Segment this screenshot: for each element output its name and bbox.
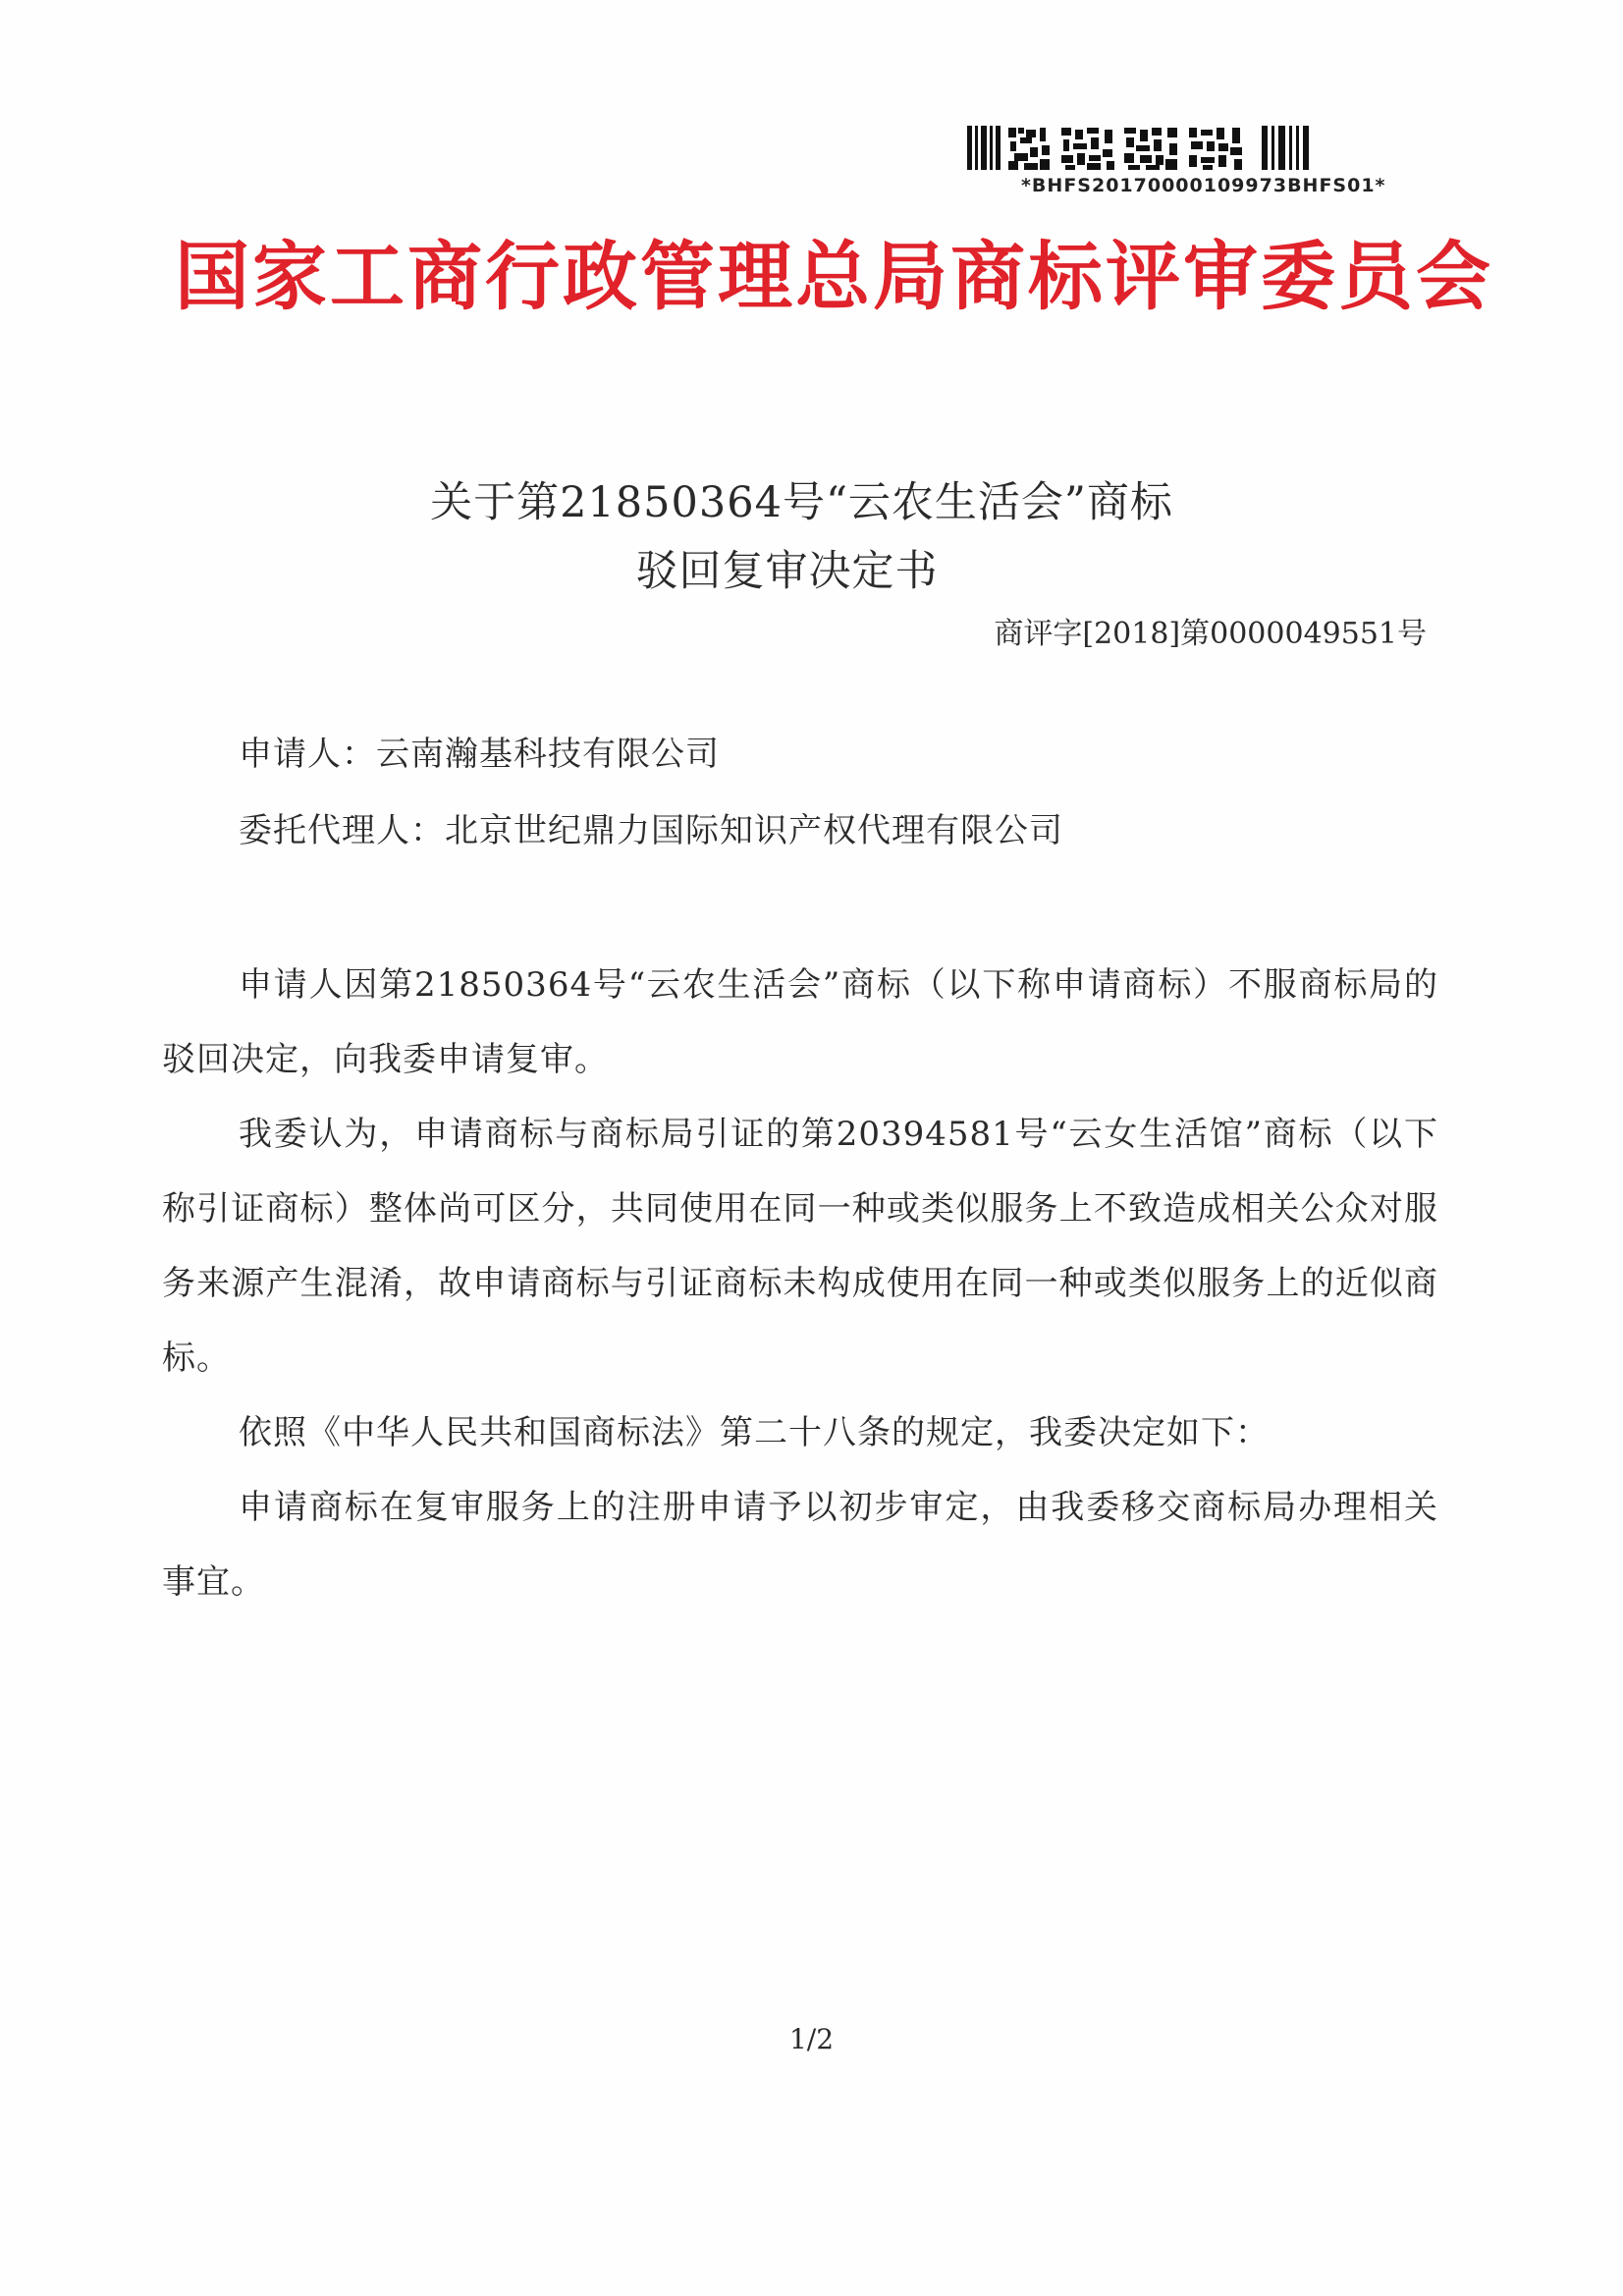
paragraph: 依照《中华人民共和国商标法》第二十八条的规定，我委决定如下： <box>239 1413 1270 1452</box>
paragraph: 申请人因第21850364号“云农生活会”商标（以下称申请商标）不服商标局的驳回决定，向我委申请复审。 <box>162 965 1438 1079</box>
paragraph: 我委认为，申请商标与商标局引证的第20394581号“云女生活馆”商标（以下称引证商标）整体尚可区分，共同使用在同一种或类似服务上不致造成相关公众对服务来源产生混淆，故申请商标与引证商标未构成使用在同一种或类似服务上的近似商标。 <box>162 1115 1438 1378</box>
applicant-line: 申请人：云南瀚基科技有限公司 <box>239 735 720 774</box>
paragraph: 申请商标在复审服务上的注册申请予以初步审定，由我委移交商标局办理相关事宜。 <box>162 1488 1438 1602</box>
document-title-line2: 驳回复审决定书 <box>635 547 939 596</box>
document-title-line1: 关于第21850364号“云农生活会”商标 <box>430 478 1173 527</box>
barcode-icon <box>967 116 1370 175</box>
letterhead-title: 国家工商行政管理总局商标评审委员会 <box>175 233 1493 320</box>
document-number: 商评字[2018]第0000049551号 <box>994 617 1427 651</box>
page-number: 1/2 <box>788 2023 835 2055</box>
barcode-image <box>967 116 1370 175</box>
agent-line: 委托代理人：北京世纪鼎力国际知识产权代理有限公司 <box>239 811 1063 850</box>
document-body <box>162 948 1438 1619</box>
barcode-text: *BHFS20170000109973BHFS01* <box>1021 175 1386 196</box>
